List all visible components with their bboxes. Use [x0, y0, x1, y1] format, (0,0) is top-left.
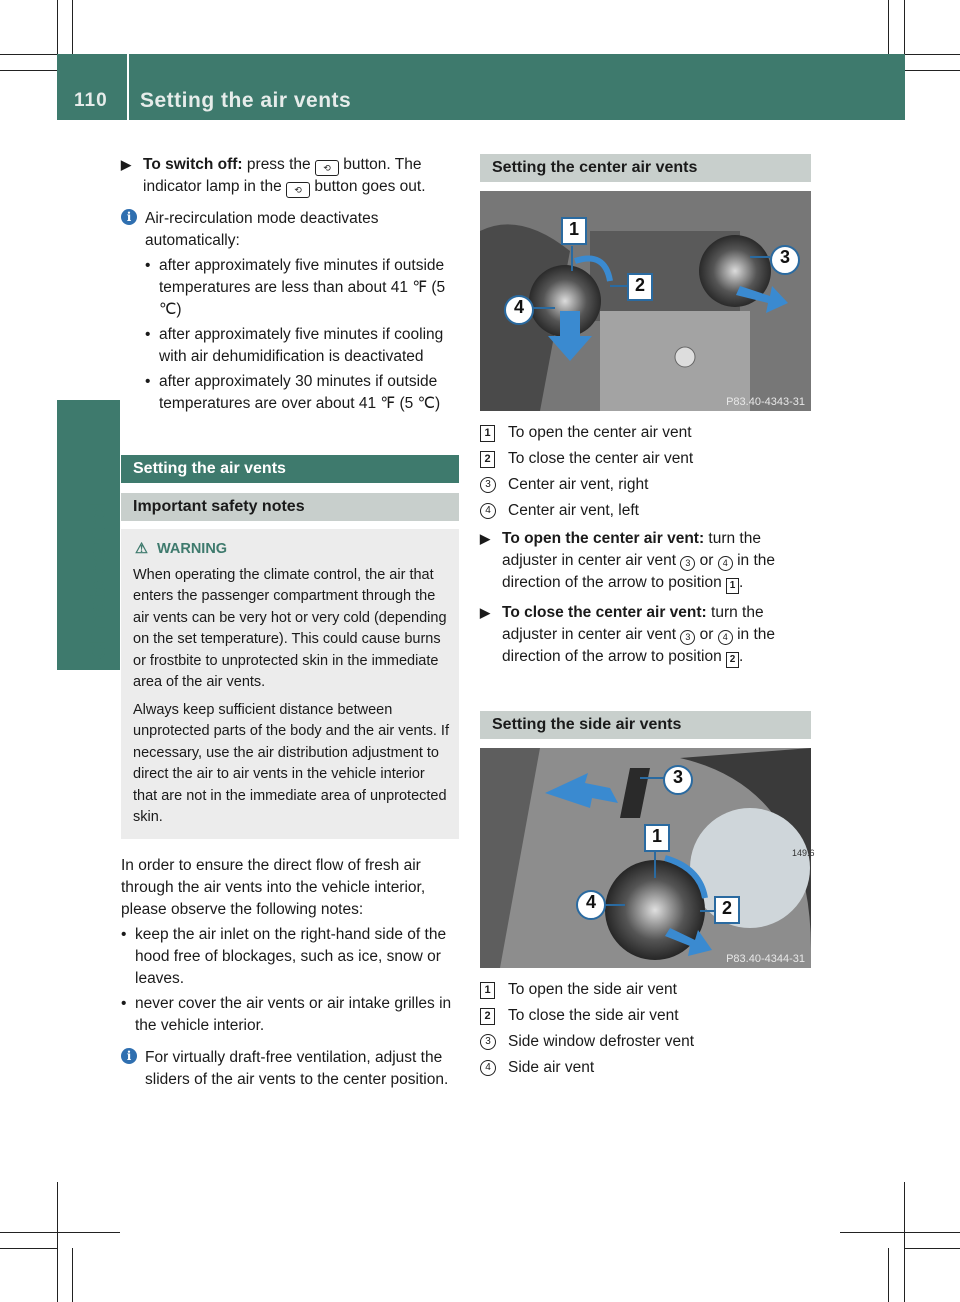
crop-mark: [72, 0, 73, 54]
crop-mark: [905, 1248, 960, 1249]
crop-mark: [57, 1182, 58, 1302]
legend-item: 4 Center air vent, left: [480, 500, 811, 522]
chapter-label-wrap: [82, 300, 122, 660]
callout-4: 4: [576, 890, 606, 920]
callout-2: 2: [714, 896, 740, 924]
callout-1: 1: [561, 217, 587, 245]
list-item: • after approximately 30 minutes if outside temperatures are over about 41 ℉ (5 ℃): [145, 373, 441, 412]
side-vents-illustration: [480, 748, 811, 968]
section-heading: Setting the center air vents: [480, 154, 811, 182]
list-item: • after approximately five minutes if outside temperatures are less than about 41 ℉ (5 ℃): [145, 257, 446, 318]
side-vents-photo: [480, 748, 815, 968]
open-vent-step: ▶ To open the center air vent: turn the adjuster in center air vent 3 or 4 in the direction of the arrow to position 1 .: [480, 528, 811, 594]
crop-mark: [72, 1248, 73, 1302]
list-item: • never cover the air vents or air intake grilles in the vehicle interior.: [121, 994, 452, 1034]
recirculation-icon: ⟲: [315, 160, 339, 176]
legend-item: 3 Side window defroster vent: [480, 1031, 811, 1053]
crop-mark: [0, 1232, 120, 1233]
crop-mark: [904, 1182, 905, 1302]
callout-3: 3: [663, 765, 693, 795]
warning-icon: ⚠: [135, 541, 148, 557]
info-icon: i: [121, 1048, 137, 1064]
info-note: i For virtually draft-free ventilation, adjust the sliders of the air vents to the center position.: [121, 1047, 459, 1091]
legend-item: 1 To open the center air vent: [480, 422, 811, 444]
crop-mark: [840, 1232, 960, 1233]
step-arrow-icon: ▶: [480, 531, 490, 546]
legend-item: 2 To close the center air vent: [480, 448, 811, 470]
legend-item: 2 To close the side air vent: [480, 1005, 811, 1027]
legend-item: 4 Side air vent: [480, 1057, 811, 1079]
section-heading: Setting the air vents: [121, 455, 459, 483]
photo-code: P83.40-4343-31: [726, 396, 805, 408]
crop-mark: [0, 1248, 57, 1249]
info-icon: i: [121, 209, 137, 225]
crop-mark: [0, 70, 57, 71]
callout-4: 4: [504, 295, 534, 325]
section-heading: Setting the side air vents: [480, 711, 811, 739]
page-title: Setting the air vents: [140, 89, 352, 112]
crop-mark: [888, 1248, 889, 1302]
step-label: To switch off:: [143, 156, 243, 173]
close-vent-step: ▶ To close the center air vent: turn the adjuster in center air vent 3 or 4 in the direction of the arrow to position 2 .: [480, 602, 811, 668]
cluster-readout: 149.6: [792, 848, 815, 858]
chapter-label: Climate control: [85, 499, 110, 660]
center-vents-photo: [480, 191, 811, 411]
callout-3: 3: [770, 245, 800, 275]
step-arrow-icon: ▶: [121, 157, 131, 172]
left-column: [121, 154, 459, 1097]
photo-code: P83.40-4344-31: [726, 953, 805, 965]
crop-mark: [905, 70, 960, 71]
page-number: 110: [74, 90, 108, 111]
list-item: • keep the air inlet on the right-hand side of the hood free of blockages, such as ice, snow or leaves.: [121, 925, 447, 987]
legend-item: 3 Center air vent, right: [480, 474, 811, 496]
center-legend: [480, 418, 811, 676]
side-legend: [480, 975, 811, 1083]
warning-box: ⚠ WARNING When operating the climate control, the air that enters the passenger compartment through the air vents can be very hot or very cold (depending on the set temperature). This could cause burns or frostbite to unprotected skin in the immediate area of the air vents. Always keep sufficient distance between unprotected parts of the body and the air vents. If necessary, use the air distribution adjustment to direct the air to air vents in the vehicle interior that are not in the immediate area of unprotected skin.: [121, 529, 459, 839]
header-divider: [127, 54, 129, 120]
callout-2: 2: [627, 273, 653, 301]
list-item: • after approximately five minutes if cooling with air dehumidification is deactivated: [145, 326, 444, 365]
crop-mark: [888, 0, 889, 54]
info-note: i Air-recirculation mode deactivates automatically: • after approximately five minutes if outside temperatures are less than about 41 ℉ (5 ℃) • after approximately five minutes if cooling with air dehumidification is deactivated • after approximately 30 minutes if outside temperatures are over about 41 ℉ (5 ℃): [121, 208, 459, 415]
subsection-heading: Important safety notes: [121, 493, 459, 521]
step-arrow-icon: ▶: [480, 605, 490, 620]
switch-off-step: ▶ To switch off: press the ⟲ button. The indicator lamp in the ⟲ button goes out.: [121, 154, 459, 198]
legend-item: 1 To open the side air vent: [480, 979, 811, 1001]
right-column: [480, 154, 811, 182]
callout-1: 1: [644, 824, 670, 852]
recirculation-icon: ⟲: [286, 182, 310, 198]
body-text: In order to ensure the direct flow of fresh air through the air vents into the vehicle interior, please observe the following notes:: [121, 856, 426, 918]
